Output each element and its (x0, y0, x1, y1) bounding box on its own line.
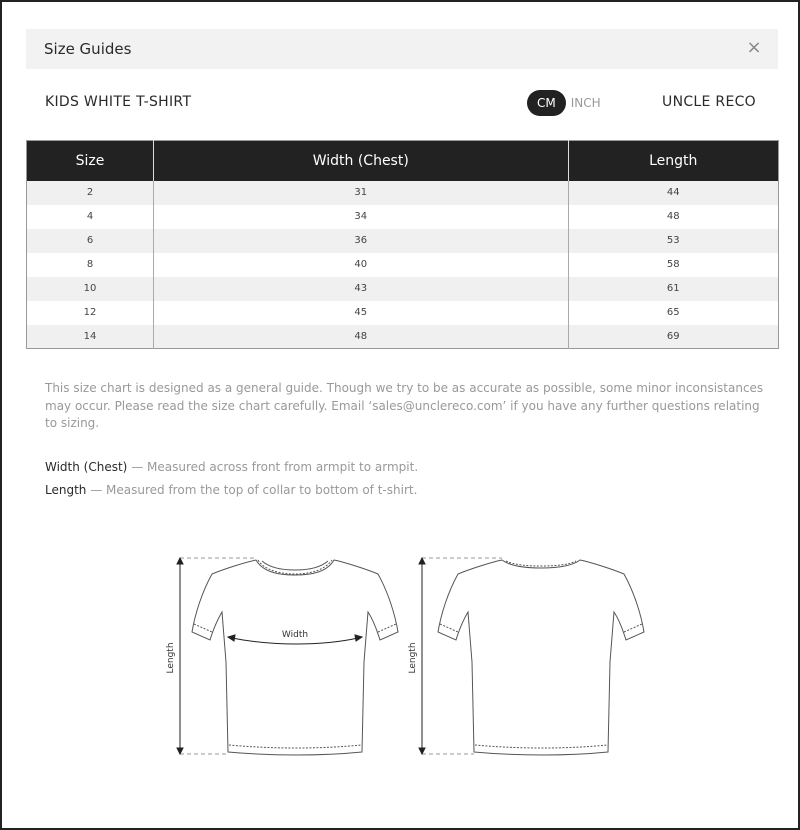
tshirt-front-outline (192, 560, 398, 755)
cell-width: 43 (154, 277, 569, 301)
cell-size: 10 (27, 277, 154, 301)
cell-width: 31 (154, 181, 569, 205)
cell-width: 45 (154, 301, 569, 325)
cell-size: 8 (27, 253, 154, 277)
cell-length: 53 (568, 229, 778, 253)
cell-length: 44 (568, 181, 778, 205)
cell-length: 65 (666, 307, 680, 318)
cell-length: 69 (568, 325, 778, 349)
definition-description: — Measured from the top of collar to bottom of t-shirt. (86, 483, 418, 497)
cell-size: 14 (27, 325, 154, 349)
cell-width: 48 (154, 325, 569, 349)
cell-width: 40 (154, 253, 569, 277)
table-row (27, 181, 779, 205)
tshirt-diagram (152, 542, 652, 772)
column-header-length: Length (568, 141, 778, 181)
tshirt-front-collar (258, 560, 332, 574)
disclaimer-text: This size chart is designed as a general guide. Though we try to be as accurate as possible, some minor inconsistances may occur. Please read the size chart carefully. Email ‘sales@unclereco.com’ if you have any further questions relating to sizing. (45, 381, 764, 430)
table-row (27, 301, 779, 325)
unit-inch-button[interactable]: INCH (570, 96, 601, 110)
definition-term: Width (Chest) (45, 460, 128, 474)
table-row (27, 229, 779, 253)
column-header-width: Width (Chest) (154, 141, 569, 181)
definition-description: — Measured across front from armpit to armpit. (127, 460, 419, 474)
size-table (26, 140, 779, 349)
table-header-row (27, 141, 779, 181)
cell-width: 34 (154, 205, 569, 229)
length-label-back: Length (408, 642, 418, 674)
definition-length (45, 483, 417, 497)
product-name: KIDS WHITE T-SHIRT (45, 94, 192, 110)
brand-name: UNCLE RECO (662, 94, 756, 110)
width-label: Width (281, 630, 309, 640)
cell-size: 4 (27, 205, 154, 229)
close-icon[interactable]: × (746, 37, 762, 58)
table-row (27, 253, 779, 277)
definition-term: Length (45, 483, 87, 497)
definition-width (45, 460, 418, 474)
unit-cm-button[interactable]: CM (527, 90, 566, 116)
modal-header (26, 29, 778, 69)
column-header-size: Size (27, 141, 154, 181)
table-row (27, 277, 779, 301)
tshirt-back-outline (438, 560, 644, 755)
cell-size: 6 (27, 229, 154, 253)
cell-length: 48 (666, 211, 680, 222)
modal-title: Size Guides (44, 40, 132, 58)
cell-size: 12 (27, 301, 154, 325)
cell-length: 61 (568, 277, 778, 301)
length-label-front: Length (166, 642, 176, 674)
cell-length: 58 (666, 259, 680, 270)
cell-size: 2 (27, 181, 154, 205)
cell-width: 36 (154, 229, 569, 253)
table-row (27, 325, 779, 349)
unit-toggle (527, 90, 601, 116)
table-row (27, 205, 779, 229)
